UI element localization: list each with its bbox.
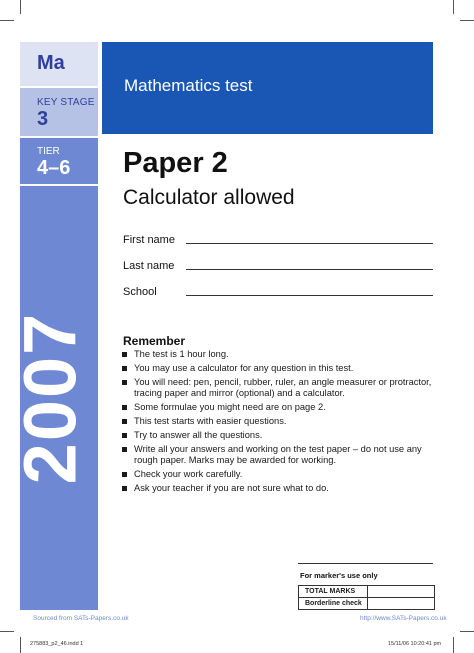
crop-mark: [0, 631, 14, 632]
crop-mark: [20, 0, 21, 14]
table-row: [299, 586, 435, 598]
print-slug-file: 275883_p2_46.indd 1: [30, 641, 84, 647]
bullet-icon: [122, 433, 127, 438]
subject-code: Ma: [37, 52, 65, 74]
key-stage-box: [20, 88, 98, 136]
first-name-label: First name: [123, 234, 175, 246]
source-link[interactable]: http://www.SATs-Papers.co.uk: [360, 615, 447, 622]
list-item: You may use a calculator for any question in this test.: [120, 363, 440, 374]
school-label: School: [123, 286, 157, 298]
list-item: This test starts with easier questions.: [120, 416, 440, 427]
crop-mark: [0, 20, 14, 21]
crop-mark: [460, 20, 474, 21]
last-name-field[interactable]: [186, 269, 433, 270]
print-slug-date: 15/11/06 10:20:41 pm: [388, 641, 442, 647]
last-name-label: Last name: [123, 260, 175, 272]
list-item: The test is 1 hour long.: [120, 349, 440, 360]
marks-table: [298, 585, 435, 610]
crop-mark: [453, 0, 454, 14]
list-item: Write all your answers and working on the test paper – do not use any rough paper. Marks may be awarded for working.: [120, 444, 440, 466]
instructions-list: [120, 349, 440, 497]
crop-mark: [453, 637, 454, 653]
bullet-icon: [122, 366, 127, 371]
list-item: You will need: pen, pencil, rubber, ruler, an angle measurer or protractor, tracing paper and mirror (optional) and a calculator.: [120, 377, 440, 399]
bullet-icon: [122, 419, 127, 424]
bullet-icon: [122, 405, 127, 410]
remember-heading: Remember: [123, 334, 186, 348]
table-row: [299, 598, 435, 610]
crop-mark: [20, 637, 21, 653]
paper-subtitle: Calculator allowed: [123, 186, 295, 209]
marker-heading: For marker's use only: [300, 571, 378, 580]
list-item: Try to answer all the questions.: [120, 430, 440, 441]
total-marks-label: TOTAL MARKS: [299, 586, 368, 598]
list-item: Check your work carefully.: [120, 469, 440, 480]
paper-title: Paper 2: [123, 147, 228, 179]
first-name-field[interactable]: [186, 243, 433, 244]
marker-divider: [298, 563, 433, 564]
key-stage-label: KEY STAGE: [37, 97, 95, 108]
source-credit: Sourced from SATs-Papers.co.uk: [33, 615, 129, 622]
borderline-check-label: Borderline check: [299, 598, 368, 610]
tier-label: TIER: [37, 146, 60, 157]
bullet-icon: [122, 472, 127, 477]
bullet-icon: [122, 352, 127, 357]
borderline-check-cell[interactable]: [368, 598, 435, 610]
bullet-icon: [122, 486, 127, 491]
list-item: Ask your teacher if you are not sure what to do.: [120, 483, 440, 494]
bullet-icon: [122, 447, 127, 452]
tier-range: 4–6: [37, 157, 71, 179]
key-stage-number: 3: [37, 108, 49, 130]
list-item: Some formulae you might need are on page 2.: [120, 402, 440, 413]
year-label: 2007: [8, 311, 92, 485]
crop-mark: [460, 631, 474, 632]
bullet-icon: [122, 380, 127, 385]
total-marks-cell[interactable]: [368, 586, 435, 598]
school-field[interactable]: [186, 295, 433, 296]
test-title: Mathematics test: [124, 76, 253, 95]
